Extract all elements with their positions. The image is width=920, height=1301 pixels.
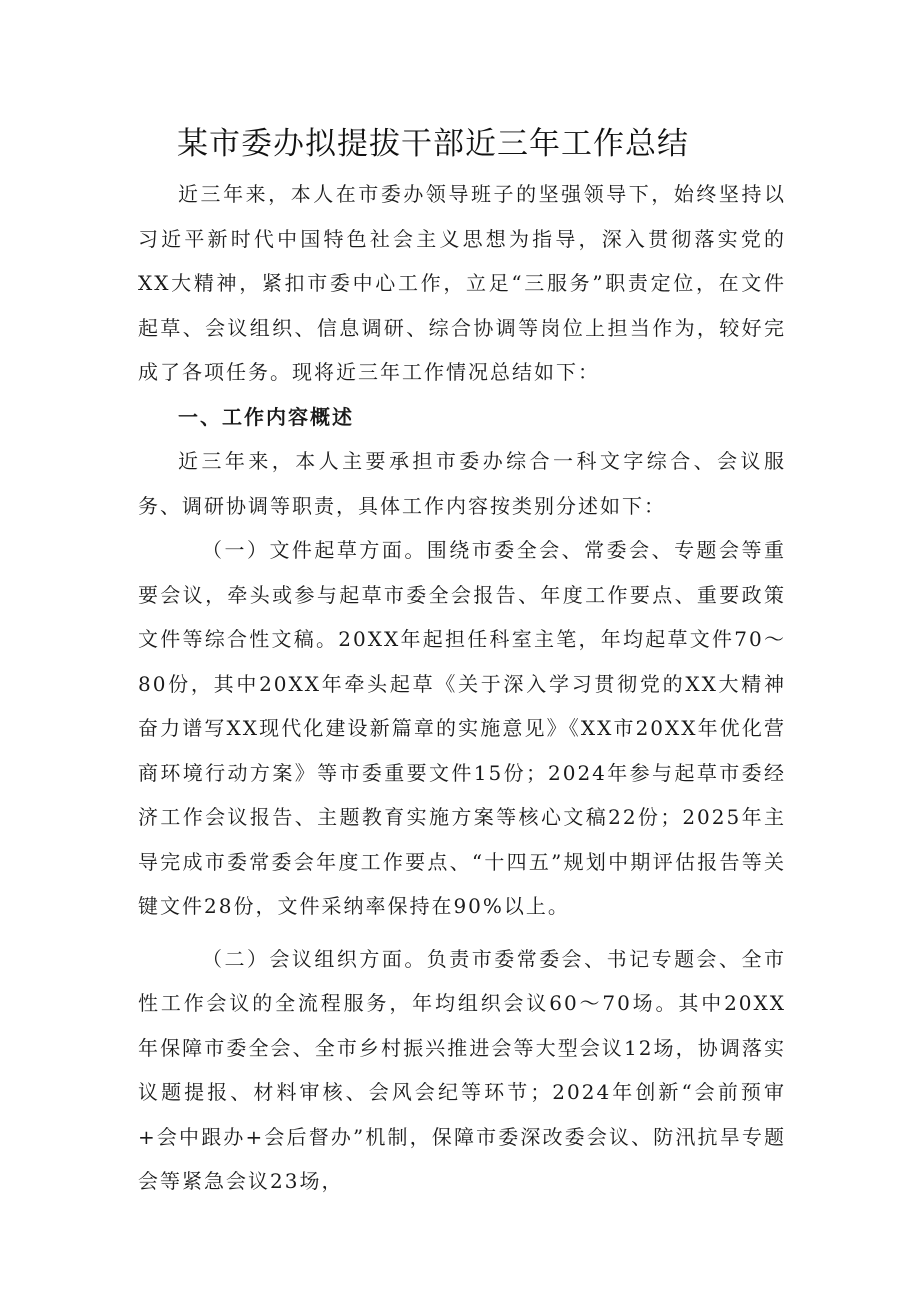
section-heading: 一、工作内容概述 <box>178 404 354 429</box>
item-paragraph-drafting: （一）文件起草方面。围绕市委全会、常委会、专题会等重要会议，牵头或参与起草市委全会报告、年度工作要点、重要政策文件等综合性文稿。20XX年起担任科室主笔，年均起草文件70～80份，其中20XX年牵头起草《关于深入学习贯彻党的XX大精神奋力谱写XX现代化建设新篇章的实施意见》《XX市20XX年优化营商环境行动方案》等市委重要文件15份；2024年参与起草市委经济工作会议报告、主题教育实施方案等核心文稿22份；2025年主导完成市委常委会年度工作要点、“十四五”规划中期评估报告等关键文件28份，文件采纳率保持在90%以上。 <box>138 538 786 918</box>
section-intro-paragraph: 近三年来，本人主要承担市委办综合一科文字综合、会议服务、调研协调等职责，具体工作内容按类别分述如下： <box>138 449 786 518</box>
document-body <box>138 172 786 1204</box>
intro-paragraph: 近三年来，本人在市委办领导班子的坚强领导下，始终坚持以习近平新时代中国特色社会主义思想为指导，深入贯彻落实党的XX大精神，紧扣市委中心工作，立足“三服务”职责定位，在文件起草、会议组织、信息调研、综合协调等岗位上担当作为，较好完成了各项任务。现将近三年工作情况总结如下： <box>138 182 786 384</box>
document-title: 某市委办拟提拔干部近三年工作总结 <box>177 126 689 162</box>
item-paragraph-meetings: （二）会议组织方面。负责市委常委会、书记专题会、全市性工作会议的全流程服务，年均组织会议60～70场。其中20XX年保障市委全会、全市乡村振兴推进会等大型会议12场，协调落实议题提报、材料审核、会风会纪等环节；2024年创新“会前预审+会中跟办+会后督办”机制，保障市委深改委会议、防汛抗旱专题会等紧急会议23场， <box>138 946 786 1193</box>
